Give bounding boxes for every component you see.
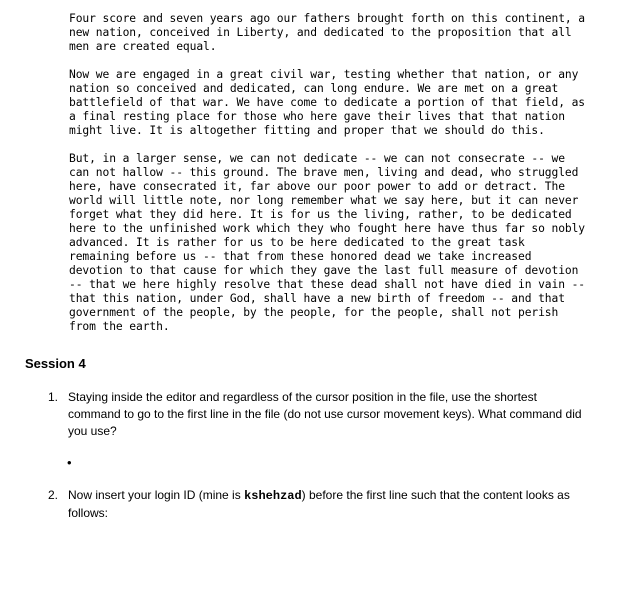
speech-paragraph-1: Four score and seven years ago our fathers brought forth on this continent, a new nation, conceived in Liberty, and dedicated to the proposition that all men are created equal.: [69, 12, 586, 53]
speech-paragraph-3: But, in a larger sense, we can not dedicate -- we can not consecrate -- we can not hallow -- this ground. The brave men, living and dead, who struggled here, have consecrated it, far above our poor power to add or detract. The world will little note, nor long remember what we say here, but it can never forget what they did here. It is for us the living, rather, to be dedicated here to the unfinished work which they who fought here have thus far so nobly advanced. It is rather for us to be here dedicated to the great task remaining before us -- that from these honored dead we take increased devotion to that cause for which they gave the last full measure of devotion -- that we here highly resolve that these dead shall not have died in vain -- that this nation, under God, shall have a new birth of freedom -- and that government of the people, by the people, for the people, shall not perish from the earth.: [69, 152, 586, 333]
question-2-text: [68, 487, 583, 522]
speech-text-block: [69, 12, 589, 348]
speech-paragraph-2: Now we are engaged in a great civil war, testing whether that nation, or any nation so conceived and dedicated, can long endure. We are met on a great battlefield of that war. We have come to dedicate a portion of that field, as a final resting place for those who here gave their lives that that nation might live. It is altogether fitting and proper that we should do this.: [69, 68, 586, 137]
question-2-text-after: ) before the first line such that the content looks as follows:: [68, 488, 570, 520]
question-2: [48, 487, 588, 527]
question-1-number: 1.: [48, 390, 59, 404]
answer-bullet: •: [67, 455, 72, 470]
question-2-text-before: Now insert your login ID (mine is: [68, 488, 245, 502]
question-1-text: Staying inside the editor and regardless of the cursor position in the file, use the shortest command to go to the first line in the file (do not use cursor movement keys). What command did you use?: [68, 390, 582, 438]
question-2-number: 2.: [48, 488, 59, 502]
session-heading: Session 4: [25, 356, 86, 371]
question-1: [48, 389, 588, 449]
login-id: kshehzad: [244, 489, 302, 503]
